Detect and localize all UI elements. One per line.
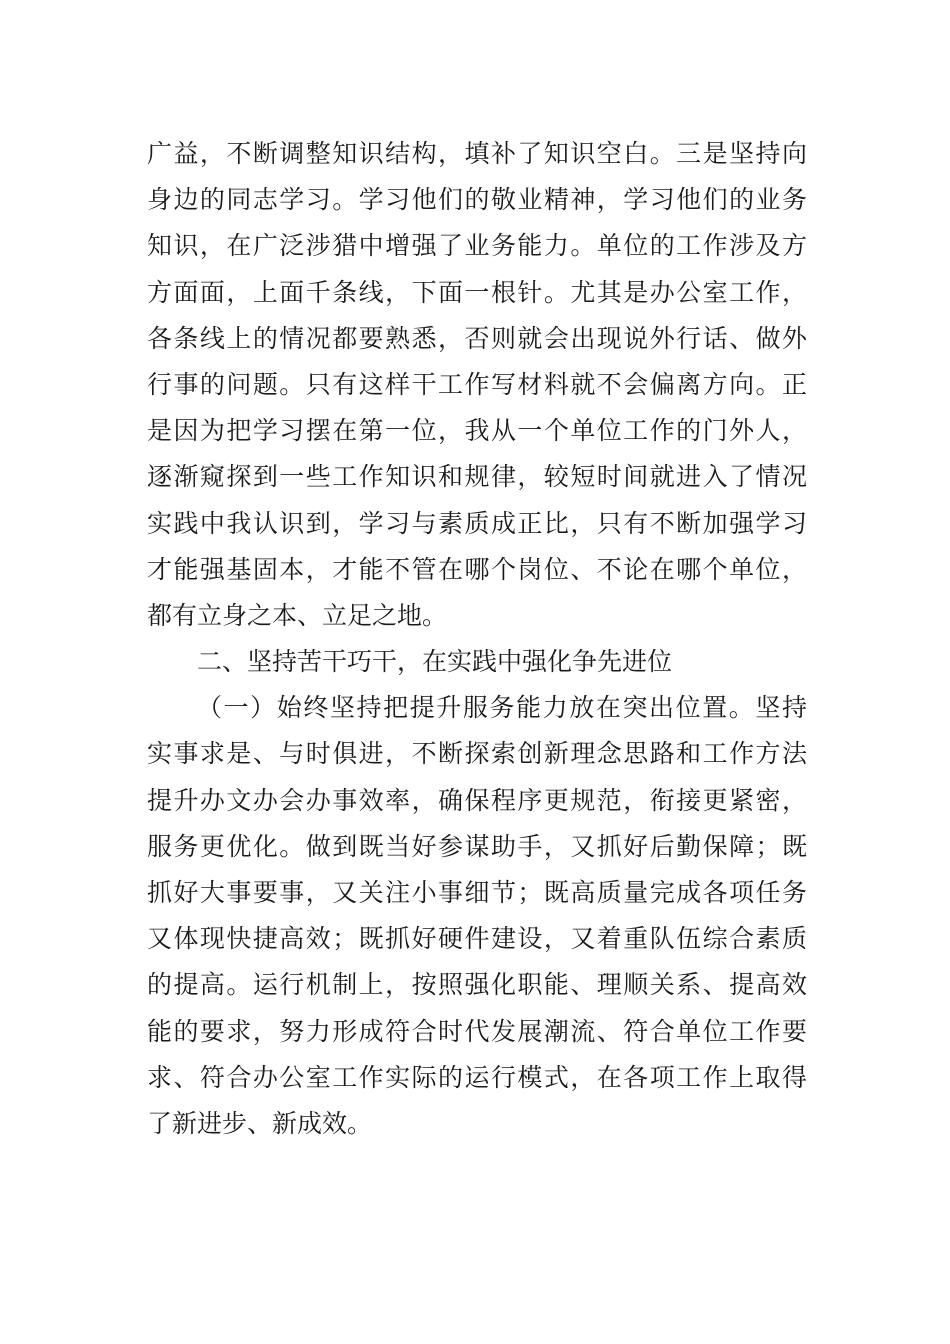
text-line: 抓好大事要事，又关注小事细节；既高质量完成各项任务 [147,878,807,907]
text-line: 服务更优化。做到既当好参谋助手，又抓好后勤保障；既 [147,831,807,861]
text-line: 行事的问题。只有这样干工作写材料就不会偏离方向。正 [147,369,807,399]
heading-line: 二、坚持苦干巧干，在实践中强化争先进位 [197,647,673,677]
text-line: 是因为把学习摆在第一位，我从一个单位工作的门外人， [147,416,807,446]
text-line: 能的要求，努力形成符合时代发展潮流、符合单位工作要 [147,1016,807,1046]
text-line: 各条线上的情况都要熟悉，否则就会出现说外行话、做外 [147,323,807,353]
paragraph-service-capability [147,685,807,1147]
text-line: 都有立身之本、立足之地。 [147,600,448,630]
text-line: 实践中我认识到，学习与素质成正比，只有不断加强学习 [147,508,807,538]
text-line: 了新进步、新成效。 [147,1108,373,1138]
text-line: 才能强基固本，才能不管在哪个岗位、不论在哪个单位， [147,554,807,584]
paragraph-learning-summary [147,131,807,639]
text-line: 求、符合办公室工作实际的运行模式，在各项工作上取得 [147,1062,807,1092]
text-line: 身边的同志学习。学习他们的敬业精神，学习他们的业务 [147,185,807,215]
text-line: 提升办文办会办事效率，确保程序更规范，衔接更紧密， [147,785,807,815]
text-line: 广益，不断调整知识结构，填补了知识空白。三是坚持向 [147,139,807,168]
text-line: 逐渐窥探到一些工作知识和规律，较短时间就进入了情况 [147,462,807,492]
text-line: （一）始终坚持把提升服务能力放在突出位置。坚持 [197,693,807,723]
text-line: 又体现快捷高效；既抓好硬件建设，又着重队伍综合素质 [147,924,807,954]
document-body [147,131,807,1147]
text-line: 的提高。运行机制上，按照强化职能、理顺关系、提高效 [147,970,807,1000]
text-line: 方面面，上面千条线，下面一根针。尤其是办公室工作， [147,277,807,307]
text-line: 知识，在广泛涉猎中增强了业务能力。单位的工作涉及方 [147,231,807,261]
text-line: 实事求是、与时俱进，不断探索创新理念思路和工作方法 [147,739,807,769]
section-heading [147,639,807,685]
